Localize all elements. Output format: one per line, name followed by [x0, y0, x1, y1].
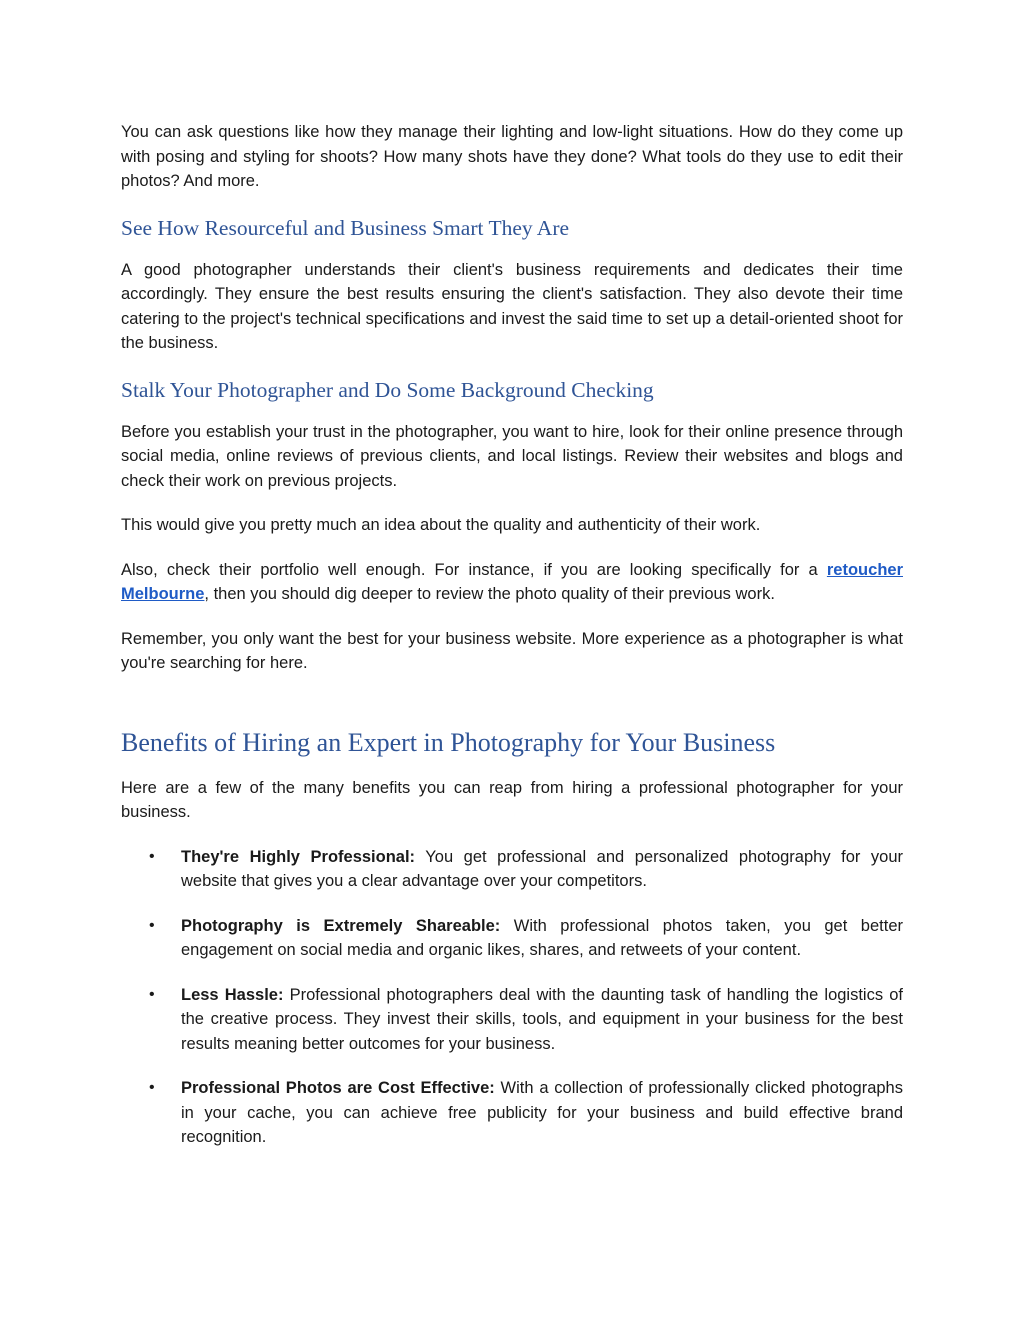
retoucher-melbourne-link[interactable]: retoucher Melbourne: [121, 560, 903, 603]
section-heading-background-check: Stalk Your Photographer and Do Some Background Checking: [121, 377, 654, 402]
background-check-paragraph-4: Remember, you only want the best for your business website. More experience as a photographer is what you're searching for here.: [121, 629, 903, 672]
benefit-text: With professional photos taken, you get better engagement on social media and organic likes, shares, and retweets of your content.: [181, 916, 904, 959]
bullet-icon: •: [149, 916, 155, 934]
document-page: [121, 120, 903, 1170]
benefits-list: [121, 845, 903, 1150]
list-item: [121, 845, 903, 894]
background-check-paragraph-3: [121, 558, 903, 607]
background-check-paragraph-2: This would give you pretty much an idea about the quality and authenticity of their work.: [121, 516, 761, 534]
list-item: [121, 1076, 903, 1150]
benefit-title: Photography is Extremely Shareable:: [181, 916, 501, 935]
background-check-paragraph-1: Before you establish your trust in the photographer, you want to hire, look for their online presence through social media, online reviews of previous clients, and local listings. Review their websites and blogs and check their work on previous projects.: [121, 422, 903, 490]
bullet-icon: •: [149, 847, 155, 865]
paragraph-text-after-link: , then you should dig deeper to review the photo quality of their previous work.: [204, 585, 775, 603]
intro-paragraph: You can ask questions like how they manage their lighting and low-light situations. How do they come up with posing and styling for shoots? How many shots have they done? What tools do they use to edit their photos? And more.: [121, 123, 903, 190]
list-item: [121, 983, 903, 1057]
benefits-intro: Here are a few of the many benefits you can reap from hiring a professional photographer for your business.: [121, 778, 903, 821]
benefit-title: Professional Photos are Cost Effective:: [181, 1079, 495, 1097]
benefit-title: Less Hassle:: [181, 985, 284, 1004]
section-paragraph-resourceful: A good photographer understands their client's business requirements and dedicates their time accordingly. They ensure the best results ensuring the client's satisfaction. They also devote their time catering to the project's technical specifications and invest the said time to set up a detail-oriented shoot for the business.: [121, 260, 903, 352]
benefit-text: With a collection of professionally clicked photographs in your cache, you can achieve free publicity for your business and build effective brand recognition.: [181, 1079, 903, 1146]
list-item: [121, 914, 903, 963]
benefit-text: Professional photographers deal with the daunting task of handling the logistics of the creative process. They invest their skills, tools, and equipment in your business for the best results meaning better outcomes for your business.: [181, 985, 903, 1053]
bullet-icon: •: [149, 985, 155, 1003]
section-heading-resourceful: See How Resourceful and Business Smart They Are: [121, 215, 570, 240]
benefit-text: You get professional and personalized photography for your website that gives you a clear advantage over your competitors.: [181, 847, 903, 890]
benefits-heading: Benefits of Hiring an Expert in Photography for Your Business: [121, 727, 776, 757]
bullet-icon: •: [149, 1079, 155, 1096]
benefit-title: They're Highly Professional:: [181, 847, 416, 866]
paragraph-text-before-link: Also, check their portfolio well enough. For instance, if you are looking specifically for a: [121, 560, 827, 579]
